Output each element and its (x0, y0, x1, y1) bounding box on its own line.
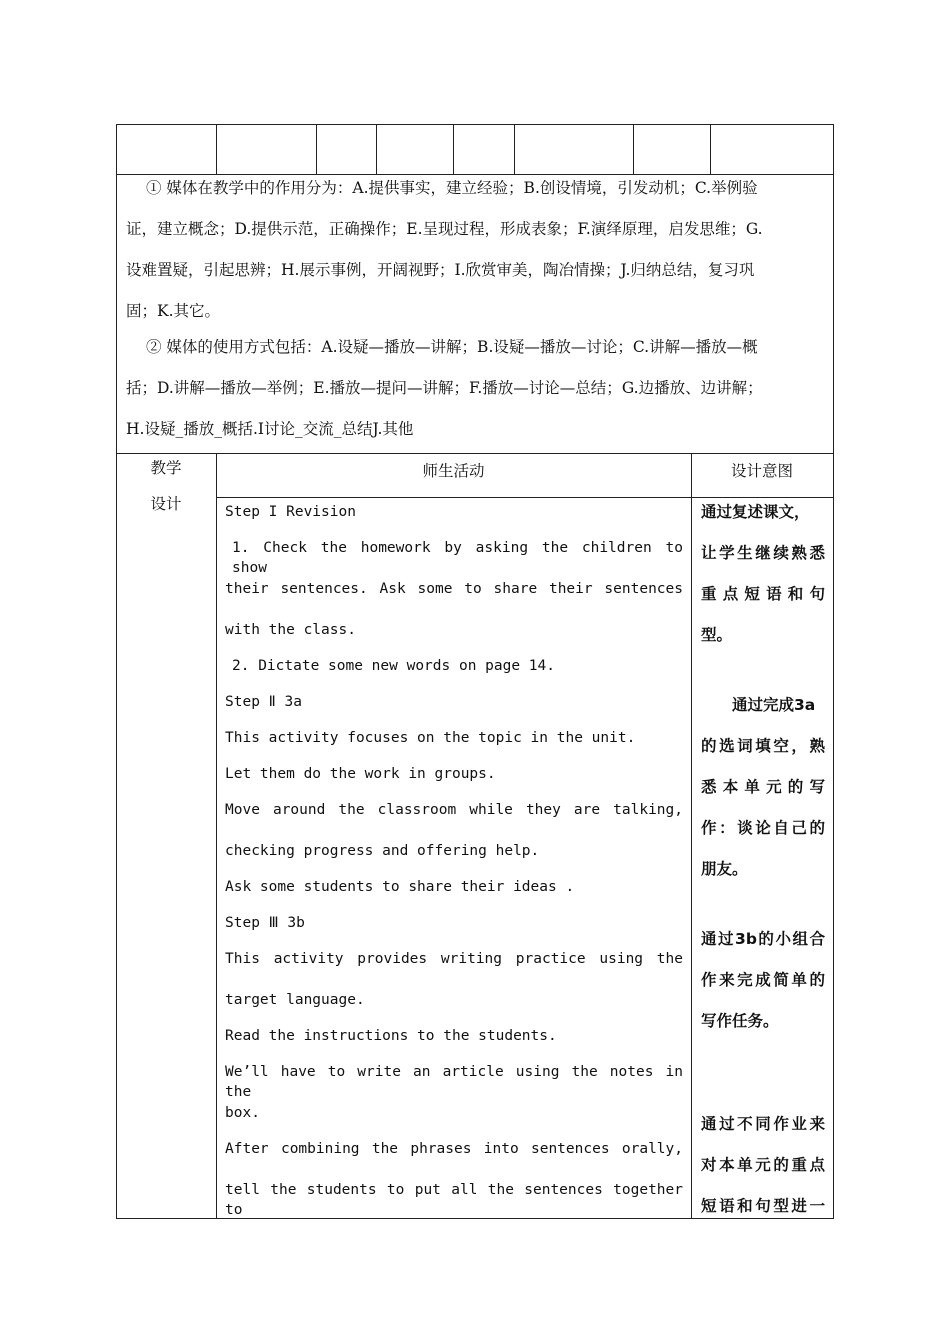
row1-divider (710, 124, 711, 174)
activity-line: Step Ⅱ 3a (225, 694, 302, 710)
intent-line: 作来完成简单的 (701, 971, 825, 989)
design-label-line: 教学 (150, 459, 182, 477)
activity-line: tell the students to put all the sentences together to (225, 1182, 683, 1218)
text-line: ② 媒体的使用方式包括：A.设疑—播放—讲解；B.设疑—播放—讨论；C.讲解—播放—概 (146, 338, 758, 356)
border-right (833, 124, 834, 1219)
row1-divider (376, 124, 377, 174)
row1-divider (633, 124, 634, 174)
activity-line: This activity provides writing practice using the (225, 951, 683, 967)
row1-divider (453, 124, 454, 174)
border-top (116, 124, 834, 125)
activity-line: After combining the phrases into sentences orally, (225, 1141, 683, 1157)
header-intent: 设计意图 (730, 462, 793, 480)
intent-line: 朋友。 (701, 860, 748, 878)
activity-line: This activity focuses on the topic in the unit. (225, 730, 636, 746)
activity-line: 2. Dictate some new words on page 14. (232, 658, 556, 674)
intent-line: 作：谈论自己的 (701, 819, 825, 837)
design-divider-label (216, 453, 217, 1219)
activity-line: Let them do the work in groups. (225, 766, 496, 782)
text-line: ① 媒体在教学中的作用分为：A.提供事实，建立经验；B.创设情境，引发动机；C.举例验 (146, 179, 758, 197)
row1-divider (514, 124, 515, 174)
activity-line: their sentences. Ask some to share their sentences (225, 581, 683, 597)
intent-line: 重点短语和句 (701, 585, 825, 603)
intent-line: 通过复述课文， (701, 503, 810, 521)
activity-line: 1. Check the homework by asking the children to show (232, 540, 683, 576)
row-separator (116, 453, 834, 454)
intent-line: 的选词填空，熟 (701, 737, 825, 755)
header-activity: 师生活动 (422, 462, 485, 480)
intent-line: 通过不同作业来 (701, 1115, 825, 1133)
intent-line: 让学生继续熟悉 (701, 544, 825, 562)
intent-line: 通过完成3a (732, 696, 816, 714)
design-divider-intent (691, 453, 692, 1219)
intent-line: 通过3b的小组合 (701, 930, 825, 948)
activity-line: Read the instructions to the students. (225, 1028, 557, 1044)
text-line: 括；D.讲解—播放—举例；E.播放—提问—讲解；F.播放—讨论—总结；G.边播放、边讲解； (126, 379, 763, 397)
activity-line: Move around the classroom while they are talking, (225, 802, 683, 818)
intent-line: 悉本单元的写 (701, 778, 825, 796)
activity-line: box. (225, 1105, 260, 1121)
intent-line: 对本单元的重点 (701, 1156, 825, 1174)
activity-line: with the class. (225, 622, 356, 638)
activity-line: checking progress and offering help. (225, 843, 540, 859)
text-line: 固；K.其它。 (126, 302, 221, 320)
activity-line: Step Ⅲ 3b (225, 915, 305, 931)
intent-line: 短语和句型进一 (701, 1197, 825, 1215)
text-line: H.设疑_播放_概括.I讨论_交流_总结J.其他 (126, 420, 414, 438)
design-header-separator (216, 497, 834, 498)
activity-line: target language. (225, 992, 365, 1008)
text-line: 设难置疑，引起思辨；H.展示事例，开阔视野；I.欣赏审美，陶冶情操；J.归纳总结，复习巩 (126, 261, 755, 279)
border-left (116, 124, 117, 1219)
activity-line: We’ll have to write an article using the notes in the (225, 1064, 683, 1100)
design-label-line: 设计 (150, 495, 182, 513)
text-line: 证，建立概念；D.提供示范，正确操作；E.呈现过程，形成表象；F.演绎原理，启发思维；G. (126, 220, 763, 238)
row-separator (116, 174, 834, 175)
activity-line: Step I Revision (225, 504, 356, 520)
intent-line: 写作任务。 (701, 1012, 779, 1030)
intent-line: 型。 (701, 626, 733, 644)
row1-divider (316, 124, 317, 174)
row1-divider (216, 124, 217, 174)
activity-line: Ask some students to share their ideas . (225, 879, 575, 895)
